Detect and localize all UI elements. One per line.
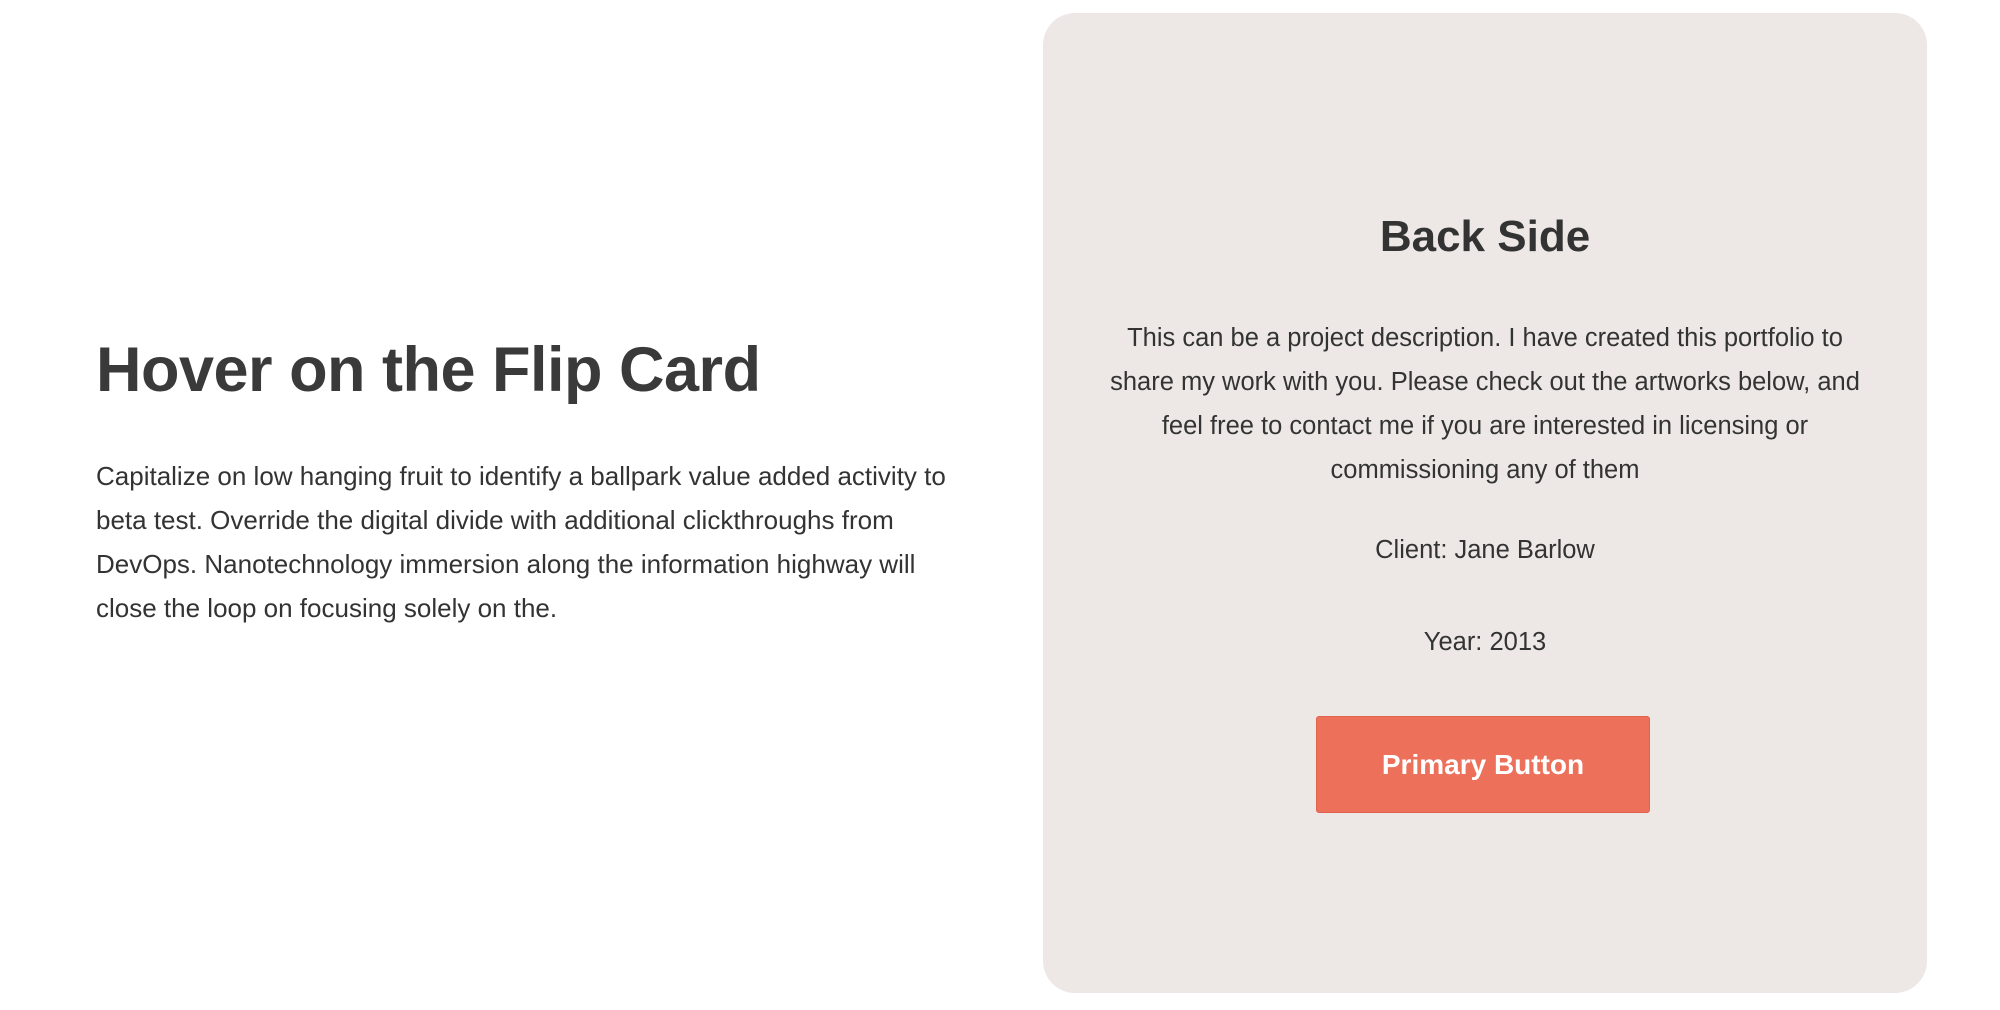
flip-card-back[interactable] [1043, 13, 1927, 993]
card-description: This can be a project description. I have created this portfolio to share my work with you. Please check out the artworks below, and feel free to contact me if you are interested in licensing or commissioning any of them [1110, 324, 1860, 484]
section-description: Capitalize on low hanging fruit to identify a ballpark value added activity to beta test. Override the digital divide with additional clickthroughs from DevOps. Nanotechnology immersion along the information highway will close the loop on focusing solely on the. [96, 461, 946, 623]
card-title: Back Side [1379, 212, 1591, 261]
card-year: Year: 2013 [1423, 628, 1547, 656]
card-client: Client: Jane Barlow [1375, 536, 1595, 564]
section-title: Hover on the Flip Card [96, 335, 761, 405]
intro-block [96, 330, 976, 630]
primary-button[interactable]: Primary Button [1316, 716, 1650, 813]
